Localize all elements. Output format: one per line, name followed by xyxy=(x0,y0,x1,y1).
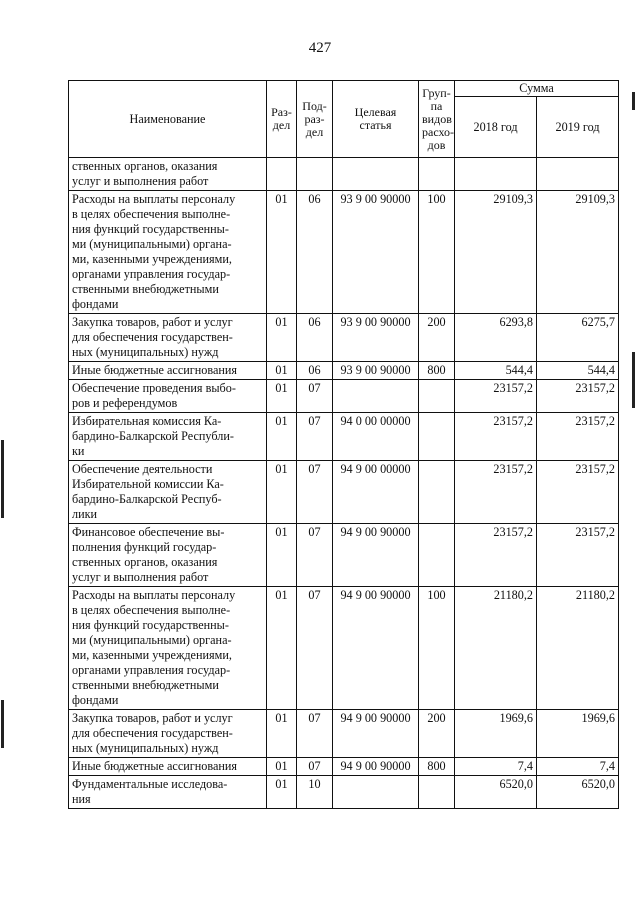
cell-group xyxy=(419,380,455,413)
scan-edge-mark xyxy=(632,352,635,408)
cell-razdel: 01 xyxy=(267,314,297,362)
cell-y2018: 6520,0 xyxy=(455,776,537,809)
cell-podrazdel: 07 xyxy=(297,380,333,413)
cell-y2019: 6520,0 xyxy=(537,776,619,809)
header-sum: Сумма xyxy=(455,81,619,97)
cell-group xyxy=(419,776,455,809)
cell-y2018: 23157,2 xyxy=(455,524,537,587)
cell-name: Финансовое обеспечение вы- полнения функций государ- ственных органов, оказания услуг и выполнения работ xyxy=(69,524,267,587)
cell-y2019: 6275,7 xyxy=(537,314,619,362)
table-row xyxy=(69,587,619,710)
cell-podrazdel: 06 xyxy=(297,362,333,380)
cell-y2018: 29109,3 xyxy=(455,191,537,314)
table-body xyxy=(69,158,619,809)
table-row xyxy=(69,362,619,380)
cell-y2019 xyxy=(537,158,619,191)
table-row xyxy=(69,158,619,191)
cell-name: Обеспечение проведения выбо- ров и референдумов xyxy=(69,380,267,413)
cell-y2019: 544,4 xyxy=(537,362,619,380)
cell-group xyxy=(419,461,455,524)
cell-razdel: 01 xyxy=(267,362,297,380)
table-row xyxy=(69,758,619,776)
cell-name: Расходы на выплаты персоналу в целях обеспечения выполне- ния функций государственны- ми (муниципальными) органа- ми, казенными учреждениями, органами управления государ- ственными внебюджетными фондами xyxy=(69,587,267,710)
cell-y2019: 23157,2 xyxy=(537,413,619,461)
cell-razdel: 01 xyxy=(267,758,297,776)
cell-razdel: 01 xyxy=(267,191,297,314)
cell-y2018: 6293,8 xyxy=(455,314,537,362)
cell-target: 94 9 00 90000 xyxy=(333,710,419,758)
cell-y2018: 23157,2 xyxy=(455,461,537,524)
header-name xyxy=(69,81,267,158)
scan-edge-mark xyxy=(1,440,4,518)
cell-name: Избирательная комиссия Ка- бардино-Балкарской Республи- ки xyxy=(69,413,267,461)
header-name-text: Наименование xyxy=(129,111,206,126)
cell-razdel xyxy=(267,158,297,191)
header-year-2018: 2018 год xyxy=(455,97,537,158)
cell-name: Закупка товаров, работ и услуг для обеспечения государствен- ных (муниципальных) нужд xyxy=(69,314,267,362)
header-target: Целевая статья xyxy=(333,81,419,158)
cell-y2019: 21180,2 xyxy=(537,587,619,710)
cell-y2019: 23157,2 xyxy=(537,380,619,413)
cell-group xyxy=(419,413,455,461)
cell-podrazdel: 07 xyxy=(297,413,333,461)
cell-podrazdel: 07 xyxy=(297,524,333,587)
cell-name: ственных органов, оказания услуг и выполнения работ xyxy=(69,158,267,191)
cell-y2019: 23157,2 xyxy=(537,461,619,524)
table-row xyxy=(69,776,619,809)
cell-y2019: 1969,6 xyxy=(537,710,619,758)
cell-podrazdel: 07 xyxy=(297,587,333,710)
table-row xyxy=(69,710,619,758)
cell-group: 100 xyxy=(419,191,455,314)
cell-target: 93 9 00 90000 xyxy=(333,362,419,380)
cell-name: Закупка товаров, работ и услуг для обеспечения государствен- ных (муниципальных) нужд xyxy=(69,710,267,758)
cell-target: 94 9 00 00000 xyxy=(333,461,419,524)
cell-y2019: 23157,2 xyxy=(537,524,619,587)
table-header xyxy=(69,81,619,158)
cell-podrazdel: 10 xyxy=(297,776,333,809)
cell-podrazdel: 07 xyxy=(297,461,333,524)
scan-edge-mark xyxy=(632,92,635,110)
cell-target xyxy=(333,776,419,809)
cell-razdel: 01 xyxy=(267,587,297,710)
cell-group: 800 xyxy=(419,758,455,776)
cell-y2018: 544,4 xyxy=(455,362,537,380)
cell-name: Расходы на выплаты персоналу в целях обеспечения выполне- ния функций государственны- ми (муниципальными) органа- ми, казенными учреждениями, органами управления государ- ственными внебюджетными фондами xyxy=(69,191,267,314)
cell-razdel: 01 xyxy=(267,413,297,461)
cell-razdel: 01 xyxy=(267,710,297,758)
cell-target xyxy=(333,380,419,413)
cell-y2019: 29109,3 xyxy=(537,191,619,314)
cell-podrazdel: 07 xyxy=(297,758,333,776)
cell-target xyxy=(333,158,419,191)
cell-podrazdel: 07 xyxy=(297,710,333,758)
cell-group: 800 xyxy=(419,362,455,380)
table-row xyxy=(69,191,619,314)
cell-group xyxy=(419,158,455,191)
table-row xyxy=(69,380,619,413)
cell-y2018: 23157,2 xyxy=(455,380,537,413)
header-podrazdel: Под- раз- дел xyxy=(297,81,333,158)
table-row xyxy=(69,314,619,362)
page-number: 427 xyxy=(308,40,332,56)
cell-podrazdel: 06 xyxy=(297,314,333,362)
budget-table xyxy=(68,80,619,809)
cell-group: 200 xyxy=(419,710,455,758)
cell-name: Иные бюджетные ассигнования xyxy=(69,758,267,776)
cell-target: 93 9 00 90000 xyxy=(333,314,419,362)
cell-y2018 xyxy=(455,158,537,191)
cell-y2018: 7,4 xyxy=(455,758,537,776)
table-row xyxy=(69,413,619,461)
cell-group: 100 xyxy=(419,587,455,710)
cell-target: 93 9 00 90000 xyxy=(333,191,419,314)
cell-target: 94 9 00 90000 xyxy=(333,758,419,776)
cell-y2018: 23157,2 xyxy=(455,413,537,461)
cell-razdel: 01 xyxy=(267,524,297,587)
cell-target: 94 9 00 90000 xyxy=(333,524,419,587)
cell-razdel: 01 xyxy=(267,380,297,413)
table-row xyxy=(69,461,619,524)
cell-y2018: 21180,2 xyxy=(455,587,537,710)
header-razdel: Раз- дел xyxy=(267,81,297,158)
cell-name: Обеспечение деятельности Избирательной комиссии Ка- бардино-Балкарской Респуб- лики xyxy=(69,461,267,524)
cell-y2019: 7,4 xyxy=(537,758,619,776)
cell-razdel: 01 xyxy=(267,776,297,809)
cell-razdel: 01 xyxy=(267,461,297,524)
cell-podrazdel xyxy=(297,158,333,191)
table-row xyxy=(69,524,619,587)
cell-target: 94 0 00 00000 xyxy=(333,413,419,461)
cell-name: Иные бюджетные ассигнования xyxy=(69,362,267,380)
cell-group xyxy=(419,524,455,587)
cell-target: 94 9 00 90000 xyxy=(333,587,419,710)
cell-podrazdel: 06 xyxy=(297,191,333,314)
cell-group: 200 xyxy=(419,314,455,362)
cell-name: Фундаментальные исследова- ния xyxy=(69,776,267,809)
header-year-2019: 2019 год xyxy=(537,97,619,158)
cell-y2018: 1969,6 xyxy=(455,710,537,758)
header-group: Груп- па видов расхо- дов xyxy=(419,81,455,158)
scan-edge-mark xyxy=(1,700,4,748)
